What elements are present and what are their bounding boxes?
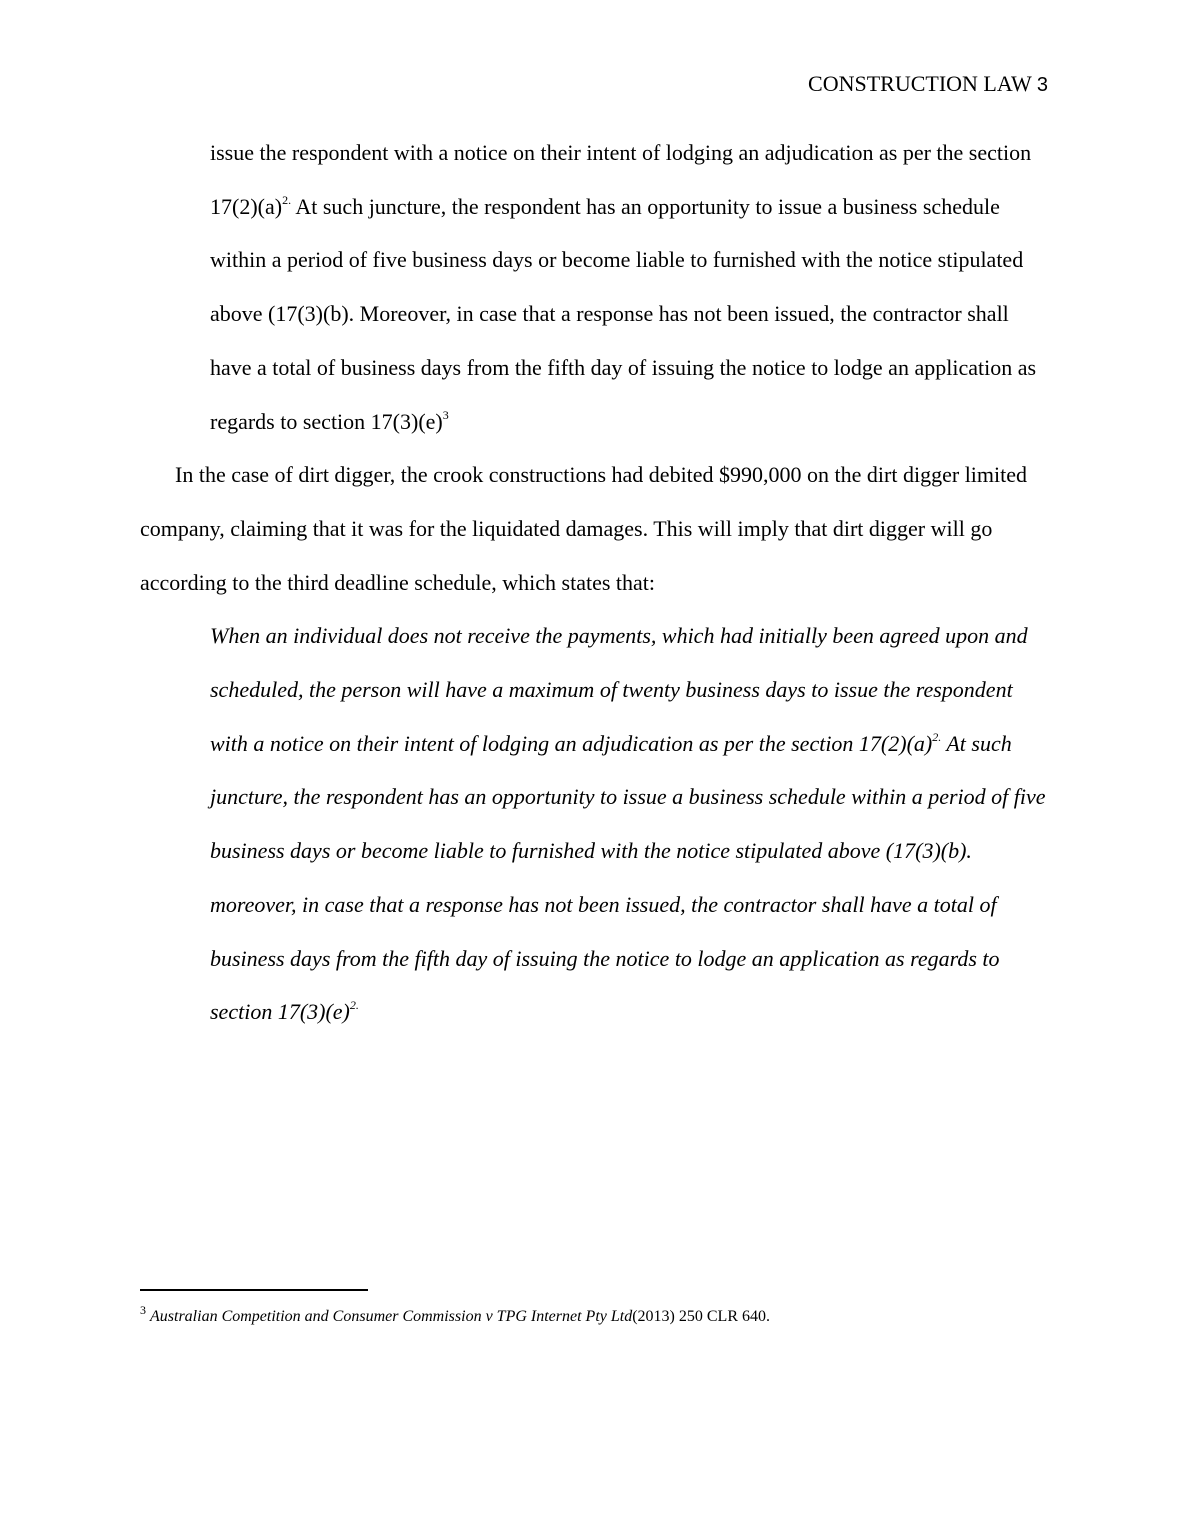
footnote-ref: 2. <box>932 729 942 744</box>
continued-quote-paragraph <box>210 126 1050 448</box>
body-paragraph: In the case of dirt digger, the crook constructions had debited $990,000 on the dirt digger limited company, claiming that it was for the liquidated damages. This will imply that dirt digger will go according to the third deadline schedule, which states that: <box>140 462 1028 595</box>
continued-quote-text-2: At such juncture, the respondent has an opportunity to issue a business schedule within a period of five business days or become liable to furnished with the notice stipulated above (17(3)(b). Moreover, in case that a response has not been issued, the contractor shall have a total of business days from the fifth day of issuing the notice to lodge an application as regards to section 17(3)(e) <box>210 193 1037 434</box>
footnote-ref: 3 <box>442 407 449 422</box>
footnote-separator <box>140 1289 368 1291</box>
continued-block-quote <box>210 126 1050 448</box>
italic-quote-text-2: At such juncture, the respondent has an opportunity to issue a business schedule within a period of five business days or become liable to furnished with the notice stipulated above (17(3)(b). moreover, in case that a response has not been issued, the contractor shall have a total of business days from the fifth day of issuing the notice to lodge an application as regards to section 17(3)(e) <box>210 730 1046 1025</box>
running-head-title: CONSTRUCTION LAW <box>808 71 1032 96</box>
footnote-case-name: Australian Competition and Consumer Commission v TPG Internet Pty Ltd <box>150 1308 633 1325</box>
page-header <box>808 70 1048 99</box>
footnote-ref: 2. <box>282 192 292 207</box>
footnote-number: 3 <box>140 1303 146 1317</box>
body-text <box>140 126 1050 1039</box>
footnote-ref: 2. <box>349 998 359 1013</box>
footnote-citation: (2013) 250 CLR 640. <box>632 1308 770 1325</box>
italic-block-quote <box>210 609 1050 1039</box>
footnote <box>140 1305 1050 1329</box>
italic-quote-paragraph <box>210 609 1050 1039</box>
italic-quote-text-1: When an individual does not receive the payments, which had initially been agreed upon and scheduled, the person will have a maximum of twenty business days to issue the respondent with a notice on their intent of lodging an adjudication as per the section 17(2)(a) <box>210 623 1028 756</box>
page-number: 3 <box>1036 74 1048 96</box>
continued-quote-text-1: issue the respondent with a notice on their intent of lodging an adjudication as per the section 17(2)(a) <box>210 140 1032 219</box>
